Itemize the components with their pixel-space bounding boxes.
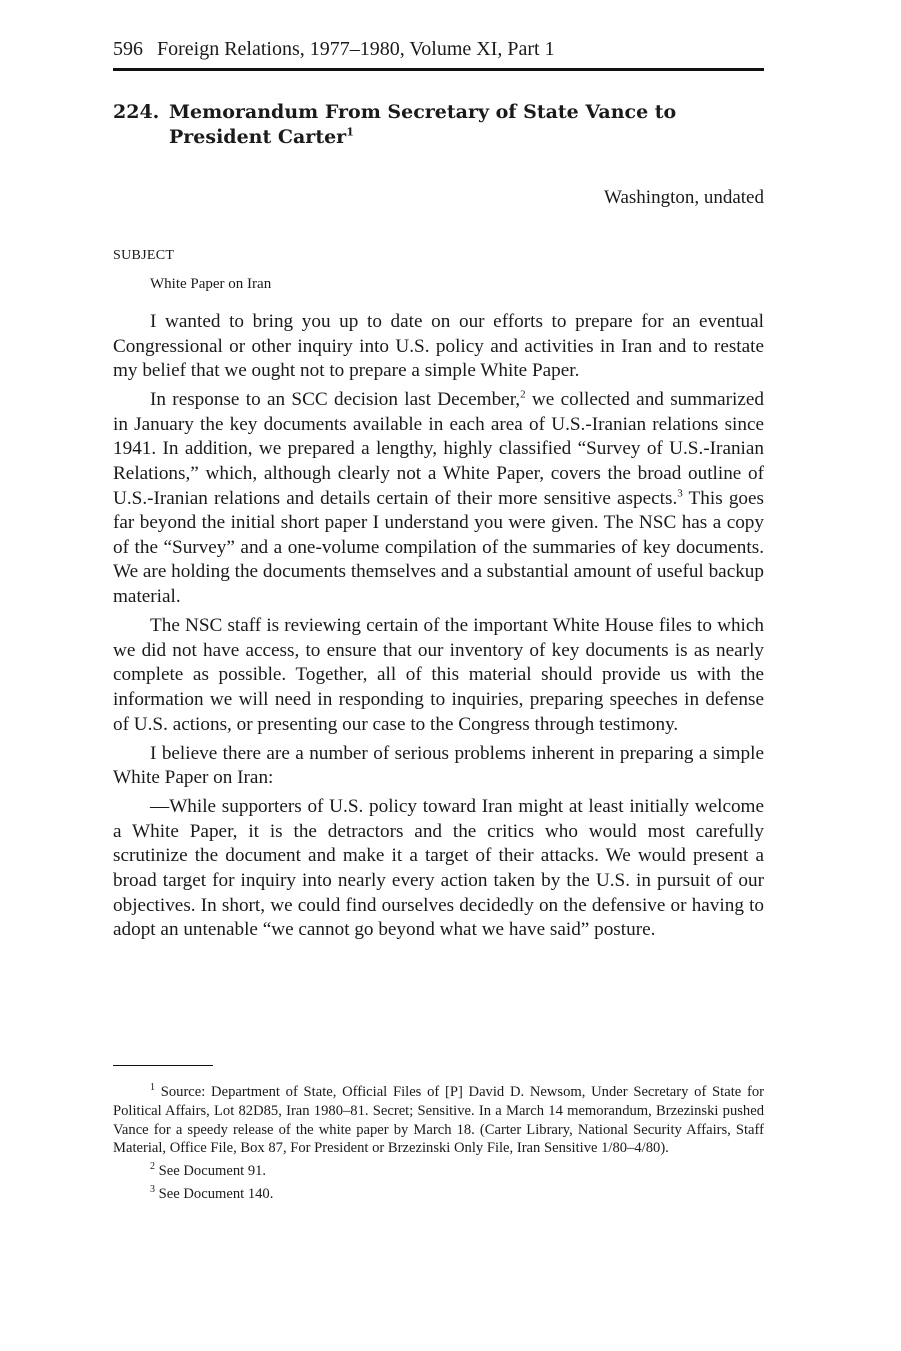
volume-title: Foreign Relations, 1977–1980, Volume XI, Part 1 <box>157 38 555 60</box>
footnote-ref-2: 2 <box>520 388 526 401</box>
document-title <box>113 100 764 150</box>
paragraph-2-part-b: we collected and summarized in January the key documents available in each area of U.S.-Iranian relations since 1941. In addition, we prepared a lengthy, highly classified “Survey of U.S.-Iranian Relations,” which, although clearly not a White Paper, covers the broad outline of U.S.-Iranian relations and details certain of their more sensitive aspects. <box>113 389 764 509</box>
paragraph-1: I wanted to bring you up to date on our efforts to prepare for an eventual Congressional or other inquiry into U.S. policy and activities in Iran and to restate my belief that we ought not to prepare a simple White Paper. <box>113 311 764 382</box>
footnote-ref-3: 3 <box>677 487 683 500</box>
subject-label: SUBJECT <box>113 248 175 263</box>
footnote-rule <box>113 1065 213 1066</box>
paragraph-2-part-c: This goes far beyond the initial short paper I understand you were given. The NSC has a copy of the “Survey” and a one-volume compilation of the summaries of key documents. We are holding the documents themselves and a substantial amount of useful backup material. <box>113 487 765 608</box>
paragraph-2 <box>113 388 764 609</box>
running-head <box>113 36 764 62</box>
footnote-2-mark: 2 <box>150 1161 155 1173</box>
footnote-2-text: See Document 91. <box>158 1163 267 1180</box>
paragraph-3: The NSC staff is reviewing certain of the important White House files to which we did not have access, to ensure that our inventory of key documents is as nearly complete as possible. Together, all of this material should provide us with the information we will need in responding to inquiries, preparing speeches in defense of U.S. actions, or presenting our case to the Congress through testimony. <box>113 615 764 735</box>
footnote-3-mark: 3 <box>150 1184 155 1196</box>
document-number: 224. <box>113 101 160 123</box>
footnote-3 <box>113 1185 764 1204</box>
paragraph-4: I believe there are a number of serious problems inherent in preparing a simple White Paper on Iran: <box>113 742 764 789</box>
footnote-1 <box>113 1083 764 1158</box>
footnote-1-text: Source: Department of State, Official Files of [P] David D. Newsom, Under Secretary of State for Political Affairs, Lot 82D85, Iran 1980–81. Secret; Sensitive. In a March 14 memorandum, Brzezinski pushed Vance for a speedy release of the white paper by March 18. (Carter Library, National Security Affairs, Staff Material, Office File, Box 87, For President or Brzezinski Only File, Iran Sensitive 1/80–4/80). <box>113 1084 764 1157</box>
footnote-3-text: See Document 140. <box>158 1185 274 1202</box>
footnote-1-mark: 1 <box>150 1082 155 1094</box>
title-line-1: Memorandum From Secretary of State Vance to <box>169 101 677 123</box>
footnotes <box>113 1083 764 1208</box>
paragraph-2-part-a: In response to an SCC decision last December, <box>150 389 521 411</box>
footnote-ref-1: 1 <box>346 125 354 139</box>
paragraph-5: —While supporters of U.S. policy toward Iran might at least initially welcome a White Paper, it is the detractors and the critics who would most carefully scrutinize the document and make it a target of their attacks. We would present a broad target for inquiry into nearly every action taken by the U.S. in pursuit of our objectives. In short, we could find ourselves decidedly on the defensive or having to adopt an untenable “we cannot go beyond what we have said” posture. <box>113 796 764 941</box>
memo-body <box>113 310 764 947</box>
header-rule <box>113 68 764 71</box>
dateline: Washington, undated <box>604 187 764 208</box>
page-number: 596 <box>113 38 143 60</box>
footnote-2 <box>113 1162 764 1181</box>
title-line-2: President Carter <box>169 126 347 148</box>
subject-text: White Paper on Iran <box>150 276 272 292</box>
